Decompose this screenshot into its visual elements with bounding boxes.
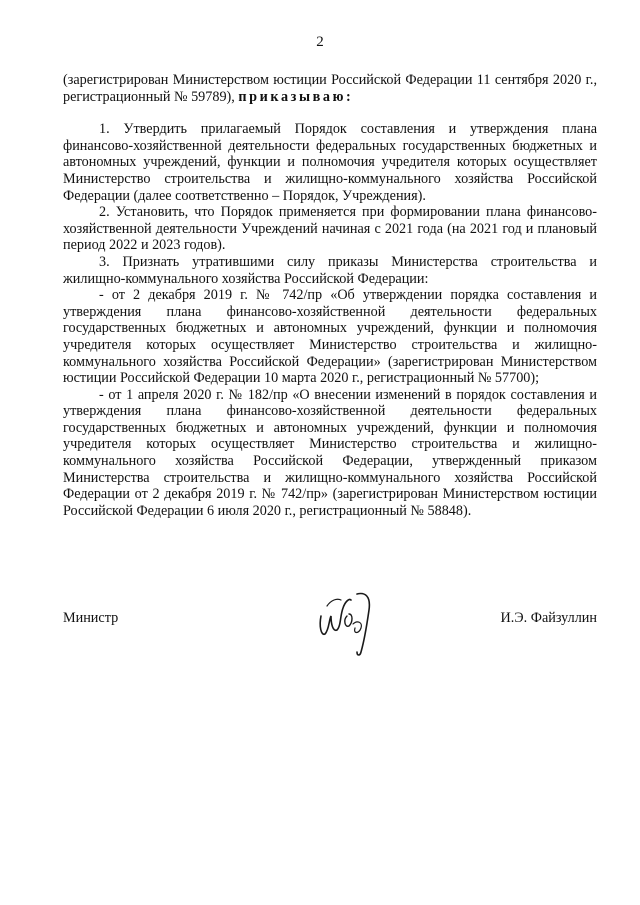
position-title: Министр: [63, 610, 119, 626]
clause-1: 1. Утвердить прилагаемый Порядок составления и утверждения плана финансово-хозяйственной деятельности федеральных государственных бюджетных и автономных учреждений, функции и полномочия учредителя которых осуществляет Министерство строительства и жилищно-коммунального хозяйства Российской Федерации (далее соответственно – Порядок, Учреждения).: [63, 121, 597, 204]
order-verb: приказываю:: [238, 88, 354, 105]
intro-paragraph: [63, 72, 597, 105]
document-body: [63, 72, 597, 519]
repealed-order-2: - от 1 апреля 2020 г. № 182/пр «О внесении изменений в порядок составления и утверждения плана финансово-хозяйственной деятельности федеральных государственных бюджетных и автономных учреждений, функции и полномочия учредителя которых осуществляет Министерство строительства и жилищно-коммунального хозяйства Российской Федерации, утвержденный приказом Министерства строительства и жилищно-коммунального хозяйства Российской Федерации от 2 декабря 2019 г. № 742/пр» (зарегистрирован Министерством юстиции Российской Федерации 6 июля 2020 г., регистрационный № 58848).: [63, 386, 597, 519]
intro-text: (зарегистрирован Министерством юстиции Российской Федерации 11 сентября 2020 г., регистрационный № 59789),: [63, 72, 597, 105]
handwritten-signature: [313, 586, 383, 658]
signer-name: И.Э. Файзуллин: [500, 610, 597, 626]
signature-block: [63, 586, 597, 666]
clause-2: 2. Установить, что Порядок применяется при формировании плана финансово-хозяйственной деятельности Учреждений начиная с 2021 года (на 2021 год и плановый период 2022 и 2023 годов).: [63, 204, 597, 254]
clause-3: 3. Признать утратившими силу приказы Министерства строительства и жилищно-коммунального хозяйства Российской Федерации:: [63, 253, 597, 287]
repealed-order-1: - от 2 декабря 2019 г. № 742/пр «Об утверждении порядка составления и утверждения плана финансово-хозяйственной деятельности федеральных государственных бюджетных и автономных учреждений, функции и полномочия учредителя которых осуществляет Министерство строительства и жилищно-коммунального хозяйства Российской Федерации» (зарегистрирован Министерством юстиции Российской Федерации 10 марта 2020 г., регистрационный № 57700);: [63, 287, 597, 387]
page-number: 2: [316, 34, 324, 50]
